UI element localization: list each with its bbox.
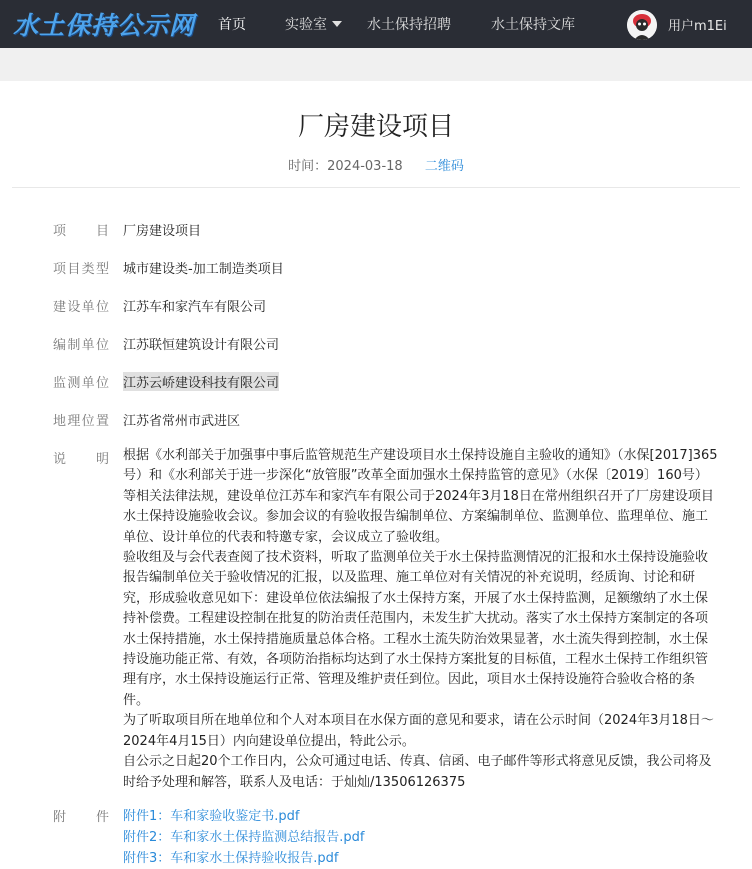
qr-code-link[interactable]: 二维码 [424, 159, 464, 174]
description-label: 说明 [53, 452, 109, 467]
top-navbar [0, 0, 752, 48]
nav-lab-label: 实验室 [285, 17, 327, 33]
description-paragraph: 验收组及与会代表查阅了技术资料，听取了监测单位关于水土保持监测情况的汇报和水土保持设施验收报告编制单位关于验收情况的汇报，以及监理、施工单位对有关情况的补充说明，经质询、讨论和研究，形成验收意见如下：建设单位依法编报了水土保持方案，开展了水土保持监测，足额缴纳了水土保持补偿费。工程建设控制在批复的防治责任范围内，未发生扩大扰动。落实了水土保持方案制定的各项水土保持措施，水土保持措施质量总体合格。工程水土流失防治效果显著，水土流失得到控制，水土保持设施功能正常、有效，各项防治指标均达到了水土保持方案批复的目标值，工程水土保持工作组织管理有序，水土保持设施运行正常、管理及维护责任到位。因此，项目水土保持设施符合验收合格的条件。 [123, 550, 709, 708]
field-label: 建设单位 [53, 300, 109, 315]
field-label: 项目类型 [53, 262, 109, 277]
field-label: 地理位置 [53, 414, 109, 429]
user-name[interactable]: 用户m1Ei [668, 19, 727, 34]
avatar-icon [627, 10, 657, 40]
field-value: 江苏联恒建筑设计有限公司 [123, 338, 280, 353]
page-title: 厂房建设项目 [297, 112, 454, 142]
description-paragraph: 自公示之日起20个工作日内，公众可通过电话、传真、信函、电子邮件等形式将意见反馈，我公司将及时给予处理和解答，联系人及电话：于灿灿/13506126375 [123, 754, 712, 790]
field-label: 项目 [53, 224, 109, 239]
user-avatar[interactable] [627, 10, 657, 40]
publish-time: 时间：2024-03-18 [288, 159, 403, 174]
nav-home[interactable]: 首页 [218, 17, 246, 33]
article-meta [0, 155, 752, 174]
article-page [0, 81, 752, 869]
nav-library[interactable]: 水土保持文库 [491, 17, 575, 33]
attachment-link[interactable]: 附件3：车和家水土保持验收报告.pdf [123, 851, 339, 866]
field-value: 江苏云峤建设科技有限公司 [123, 372, 279, 391]
field-label: 监测单位 [53, 376, 109, 391]
divider [12, 187, 740, 188]
description-paragraph: 根据《水利部关于加强事中事后监管规范生产建设项目水土保持设施自主验收的通知》（水保[2017]365号）和《水利部关于进一步深化“放管服”改革全面加强水土保持监管的意见》（水保〔2019〕160号）等相关法律法规，建设单位江苏车和家汽车有限公司于2024年3月18日在常州组织召开了厂房建设项目水土保持设施验收会议。参加会议的有验收报告编制单位、方案编制单位、监测单位、监理单位、施工单位、设计单位的代表和特邀专家，会议成立了验收组。 [123, 448, 718, 545]
nav-recruitment[interactable]: 水土保持招聘 [367, 17, 451, 33]
description-text [123, 446, 719, 793]
nav-lab[interactable] [285, 14, 342, 34]
attachments-label: 附件 [53, 810, 109, 825]
site-logo[interactable]: 水土保持公示网 [13, 11, 196, 40]
chevron-down-icon [332, 21, 342, 27]
attachment-link[interactable]: 附件1：车和家验收鉴定书.pdf [123, 809, 300, 824]
field-value: 江苏省常州市武进区 [123, 414, 241, 429]
field-value: 江苏车和家汽车有限公司 [123, 300, 267, 315]
description-paragraph: 为了听取项目所在地单位和个人对本项目在水保方面的意见和要求，请在公示时间（2024年3月18日～2024年4月15日）内向建设单位提出，特此公示。 [123, 713, 714, 749]
field-label: 编制单位 [53, 338, 109, 353]
field-value: 厂房建设项目 [123, 224, 202, 239]
attachment-list [123, 806, 364, 869]
field-value: 城市建设类-加工制造类项目 [123, 262, 284, 277]
attachment-link[interactable]: 附件2：车和家水土保持监测总结报告.pdf [123, 830, 365, 845]
